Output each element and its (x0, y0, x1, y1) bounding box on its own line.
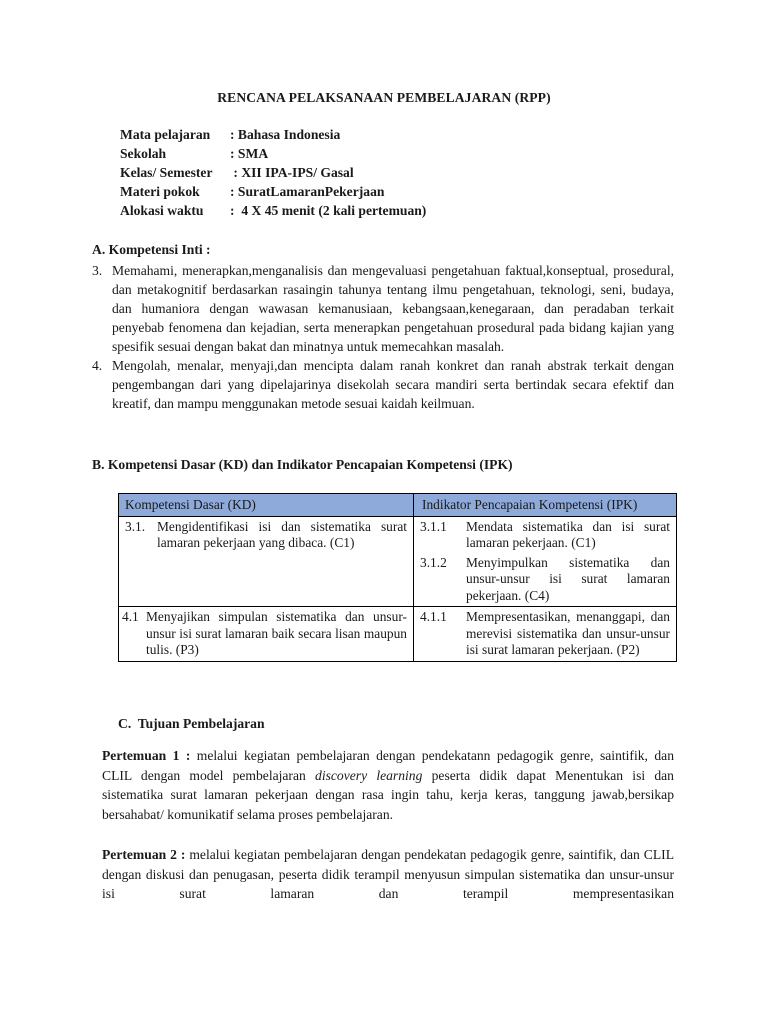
meta-value: : Bahasa Indonesia (230, 127, 341, 142)
meta-row-time (120, 201, 426, 220)
ipk-text: Mendata sistematika dan isi surat lamaran pekerjaan. (C1) (466, 518, 670, 550)
table-header-row (119, 494, 677, 517)
meta-value: : XII IPA-IPS/ Gasal (230, 165, 354, 180)
section-c-heading: C. Tujuan Pembelajaran (118, 716, 265, 731)
meeting-2-label: Pertemuan 2 : (102, 847, 186, 862)
document-title: RENCANA PELAKSANAAN PEMBELAJARAN (RPP) (217, 90, 551, 105)
section-a-heading: A. Kompetensi Inti : (92, 242, 211, 257)
core-competency-list (92, 261, 674, 413)
metadata-block (120, 125, 426, 220)
meeting-2-paragraph (102, 845, 674, 905)
meta-row-subject (120, 125, 426, 144)
table-header-ipk: Indikator Pencapaian Kompetensi (IPK) (414, 494, 677, 517)
meeting-1-model: discovery learning (315, 767, 423, 783)
meeting-1-label: Pertemuan 1 : (102, 748, 191, 763)
ipk-item (414, 518, 676, 554)
table-cell-kd (119, 516, 414, 607)
list-item-text: Memahami, menerapkan,menganalisis dan mengevaluasi pengetahuan faktual,konseptual, prosedural, dan metakognitif berdasarkan rasaingin tahunya tentang ilmu pengetahuan, teknologi, seni, budaya, dan humaniora dengan wawasan kemanusiaan, kebangsaan,kenegaraan, dan peradaban terkait penyebab fenomena dan kejadian, serta menerapkan pengetahuan prosedural pada bidang kajian yang spesifik sesuai dengan bakat dan minatnya untuk memecahkan masalah. (112, 263, 674, 354)
kd-text: Mengidentifikasi isi dan sistematika surat lamaran pekerjaan yang dibaca. (C1) (157, 518, 407, 550)
ipk-item (414, 608, 676, 661)
meta-value: : SMA (230, 146, 269, 161)
list-item-text: Mengolah, menalar, menyaji,dan mencipta dalam ranah konkret dan ranah abstrak terkait dengan pengembangan dari yang dipelajarinya disekolah secara mandiri serta bertindak secara efektif dan kreatif, dan mampu menggunakan metode sesuai kaidah keilmuan. (112, 358, 674, 411)
list-item (92, 261, 674, 356)
table-header-kd: Kompetensi Dasar (KD) (119, 494, 414, 517)
meeting-2-text: melalui kegiatan pembelajaran dengan pendekatan pedagogik genre, saintifik, dan CLIL dengan diskusi dan penugasan, peserta didik terampil menyusun simpulan sistematika dan unsur-unsur isi surat lamaran dan terampil mempresentasikan (102, 847, 674, 901)
ipk-item (414, 554, 676, 607)
competency-table (118, 493, 677, 662)
kd-number: 4.1 (122, 609, 139, 624)
ipk-number: 4.1.1 (420, 609, 447, 624)
meta-row-school (120, 144, 426, 163)
table-cell-ipk (414, 607, 677, 662)
kd-text: Menyajikan simpulan sistematika dan unsur-unsur isi surat lamaran baik secara lisan maupun tulis. (P3) (146, 609, 407, 657)
meta-value: : 4 X 45 menit (2 kali pertemuan) (230, 203, 427, 218)
meeting-1-text-b: peserta didik dapat Menentukan isi dan sistematika surat lamaran pekerjaan dengan rasa ingin tahu, kerja keras, tanggung jawab,bersikap bersahabat/ komunikatif selama proses pembelajaran. (102, 767, 674, 822)
meta-row-class (120, 163, 426, 182)
table-cell-ipk (414, 516, 677, 607)
meta-value: : SuratLamaranPekerjaan (230, 184, 385, 199)
meeting-1-paragraph (102, 746, 674, 824)
meta-row-material (120, 182, 426, 201)
table-row (119, 516, 677, 607)
meta-label: Alokasi waktu (120, 203, 204, 218)
list-item-number: 3. (92, 263, 103, 278)
meta-label: Kelas/ Semester (120, 165, 213, 180)
meta-label: Sekolah (120, 146, 167, 161)
ipk-text: Menyimpulkan sistematika dan unsur-unsur isi surat lamaran pekerjaan. (C4) (466, 554, 670, 603)
list-item-number: 4. (92, 358, 103, 373)
ipk-text: Mempresentasikan, menanggapi, dan merevisi sistematika dan unsur-unsur isi surat lamaran pekerjaan. (P2) (466, 609, 670, 657)
ipk-number: 3.1.2 (420, 554, 447, 570)
kd-number: 3.1. (125, 518, 146, 534)
section-b-heading: B. Kompetensi Dasar (KD) dan Indikator Pencapaian Kompetensi (IPK) (92, 457, 513, 472)
meeting-1-text-a: melalui kegiatan pembelajaran dengan pendekatann pedagogik genre, saintifik, dan CLIL dengan model pembelajaran (102, 748, 674, 783)
table-cell-kd (119, 607, 414, 662)
meta-label: Mata pelajaran (120, 127, 211, 142)
table-row (119, 607, 677, 662)
list-item (92, 356, 674, 413)
ipk-number: 3.1.1 (420, 518, 447, 534)
meta-label: Materi pokok (120, 184, 200, 199)
